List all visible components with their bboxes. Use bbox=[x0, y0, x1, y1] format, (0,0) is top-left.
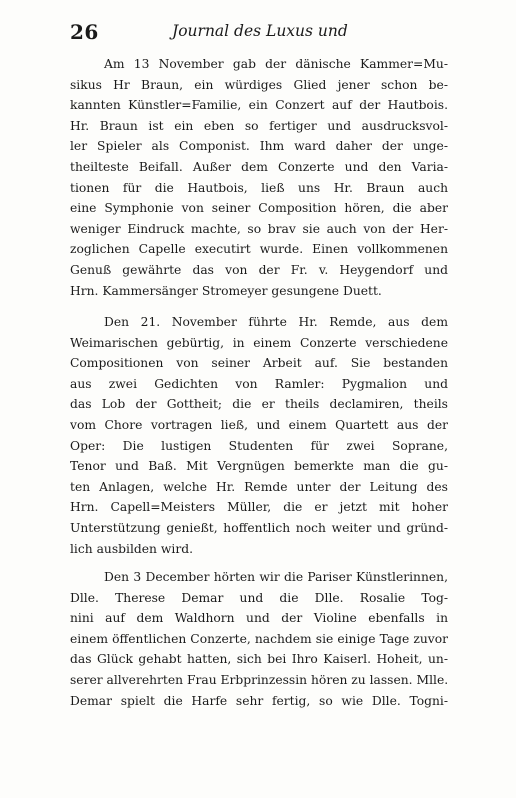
text-line: tionen für die Hautbois, ließ uns Hr. Braun auch bbox=[70, 180, 448, 195]
text-line: Tenor und Baß. Mit Vergnügen bemerkte man die gu- bbox=[70, 459, 448, 474]
text-line: kannten Künstler=Familie, ein Conzert auf der Hautbois. bbox=[70, 98, 448, 113]
text-line: das Lob der Gottheit; die er theils declamiren, theils bbox=[70, 397, 448, 412]
text-line: Hrn. Kammersänger Stromeyer gesungene Duett. bbox=[70, 283, 382, 298]
text-line: sikus Hr Braun, ein würdiges Glied jener schon be- bbox=[70, 77, 448, 92]
text-line: Am 13 November gab der dänische Kammer=Mu- bbox=[104, 57, 448, 71]
text-line: Hrn. Capell=Meisters Müller, die er jetzt mit hoher bbox=[70, 500, 448, 515]
text-line: Den 21. November führte Hr. Remde, aus dem bbox=[104, 315, 448, 329]
paragraph-3 bbox=[70, 567, 448, 711]
text-line: Dlle. Therese Demar und die Dlle. Rosalie Tog- bbox=[70, 590, 448, 605]
text-line: ler Spieler als Componist. Ihm ward daher der unge- bbox=[70, 139, 448, 154]
text-line: das Glück gehabt hatten, sich bei Ihro Kaiserl. Hoheit, un- bbox=[70, 652, 448, 667]
text-line: Unterstützung genießt, hoffentlich noch weiter und gründ- bbox=[70, 520, 448, 535]
paragraph-2 bbox=[70, 312, 448, 559]
text-line: Compositionen von seiner Arbeit auf. Sie bestanden bbox=[70, 356, 448, 371]
text-line: Weimarischen gebürtig, in einem Conzerte verschiedene bbox=[70, 335, 448, 350]
text-line: eine Symphonie von seiner Composition hören, die aber bbox=[70, 201, 448, 216]
text-line: weniger Eindruck machte, so brav sie auch von der Her- bbox=[70, 221, 448, 236]
text-line: serer allverehrten Frau Erbprinzessin hören zu lassen. Mlle. bbox=[70, 672, 448, 687]
text-line: lich ausbilden wird. bbox=[70, 541, 193, 556]
text-line: Hr. Braun ist ein eben so fertiger und ausdrucksvol- bbox=[70, 118, 448, 133]
text-line: Genuß gewährte das von der Fr. v. Heygendorf und bbox=[70, 262, 448, 277]
text-line: Demar spielt die Harfe sehr fertig, so wie Dlle. Togni- bbox=[70, 693, 448, 708]
running-head: Journal des Luxus und bbox=[172, 22, 348, 40]
text-line: zoglichen Capelle executirt wurde. Einen vollkommenen bbox=[70, 242, 448, 257]
text-line: ten Anlagen, welche Hr. Remde unter der Leitung des bbox=[70, 479, 448, 494]
text-line: Oper: Die lustigen Studenten für zwei Soprane, bbox=[70, 438, 448, 453]
text-line: Den 3 December hörten wir die Pariser Künstlerinnen, bbox=[104, 570, 448, 584]
text-line: vom Chore vortragen ließ, und einem Quartett aus der bbox=[70, 417, 448, 432]
text-line: nini auf dem Waldhorn und der Violine ebenfalls in bbox=[70, 611, 448, 626]
page-number: 26 bbox=[70, 20, 99, 44]
paragraph-1 bbox=[70, 54, 448, 301]
text-line: theilteste Beifall. Außer dem Conzerte und den Varia- bbox=[70, 159, 448, 174]
text-line: einem öffentlichen Conzerte, nachdem sie einige Tage zuvor bbox=[70, 631, 448, 646]
text-line: aus zwei Gedichten von Ramler: Pygmalion und bbox=[70, 376, 448, 391]
